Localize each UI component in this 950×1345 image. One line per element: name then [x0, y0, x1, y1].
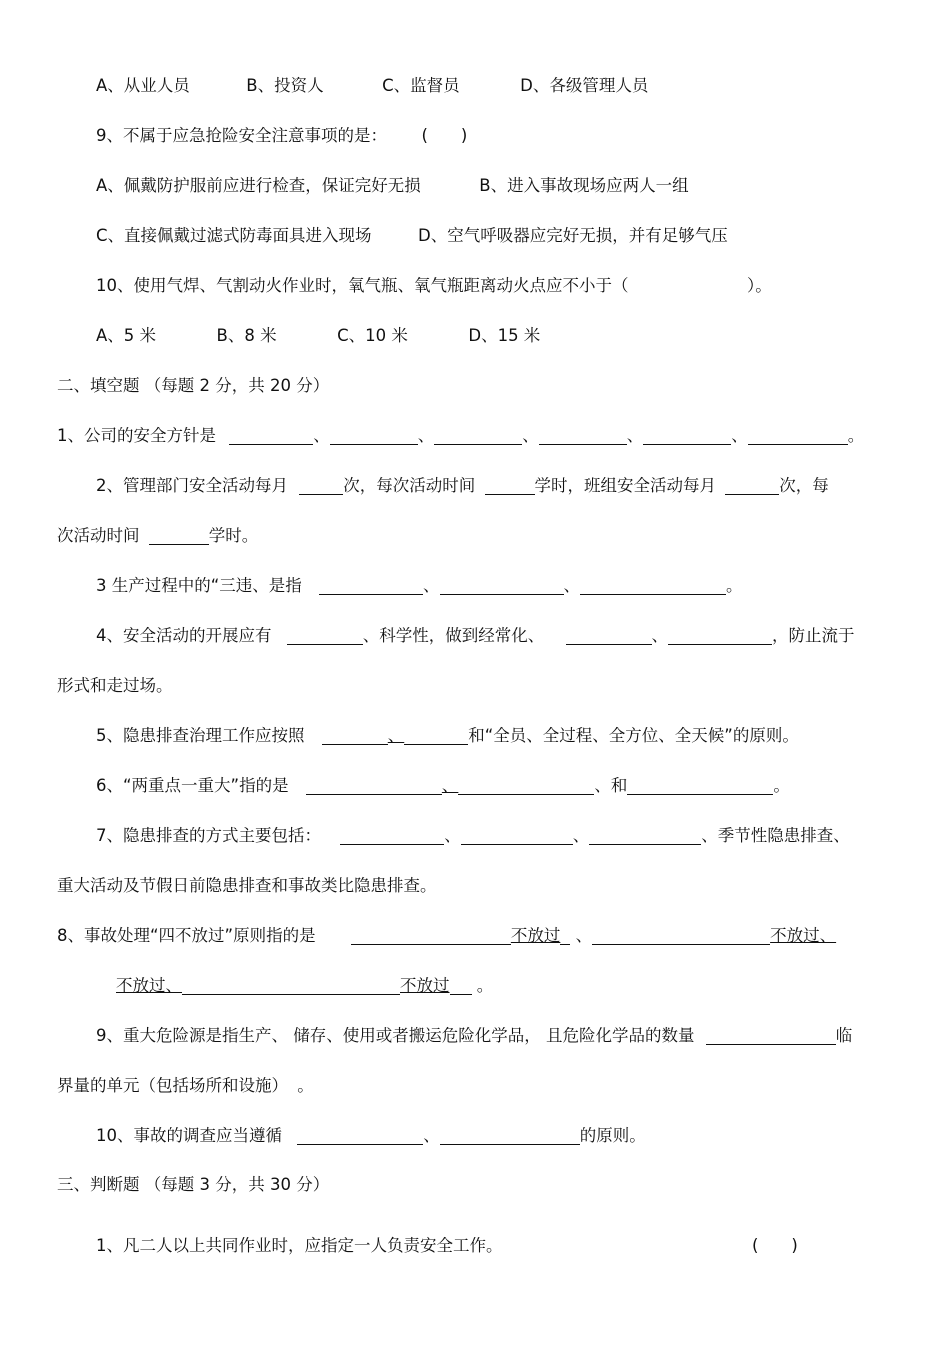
q9-stem: 9、不属于应急抢险安全注意事项的是： ( )	[96, 126, 468, 145]
fill-9-blank-1[interactable]	[706, 1026, 836, 1045]
fill-9: 9、重大危险源是指生产、 储存、使用或者搬运危险化学品， 且危险化学品的数量 临	[96, 1026, 853, 1045]
fill-5-blank-2[interactable]	[404, 726, 468, 745]
fill-1-blank-2[interactable]	[330, 426, 418, 445]
fill-7-blank-1[interactable]	[340, 826, 444, 845]
q9-option-b[interactable]: B、进入事故现场应两人一组	[479, 176, 689, 195]
fill-1-blank-4[interactable]	[539, 426, 627, 445]
fill-3-blank-2[interactable]	[440, 576, 564, 595]
fill-6-blank-2[interactable]	[458, 776, 594, 795]
section2-heading: 二、填空题 （每题 2 分，共 20 分）	[57, 376, 330, 395]
fill-3: 3 生产过程中的“三违、是指 、 、 。	[96, 576, 743, 595]
q10-stem: 10、使用气焊、气割动火作业时，氧气瓶、氧气瓶距离动火点应不小于（ ）。	[96, 276, 772, 295]
fill-4-cont: 形式和走过场。	[57, 676, 173, 695]
fill-2: 2、管理部门安全活动每月 次，每次活动时间 学时，班组安全活动每月 次，每	[96, 476, 829, 495]
judge-1-answer-paren[interactable]: ( )	[752, 1236, 798, 1255]
fill-10: 10、事故的调查应当遵循 、 的原则。	[96, 1126, 646, 1145]
fill-8: 8、事故处理“四不放过”原则指的是 不放过 、 不放过、	[57, 926, 837, 945]
fill-6-blank-3[interactable]	[627, 776, 773, 795]
q10-option-b[interactable]: B、8 米	[216, 326, 277, 345]
q9-options-row1	[96, 174, 689, 198]
fill-8-blank-2[interactable]	[592, 926, 770, 945]
q10-options	[96, 324, 540, 348]
fill-7-cont: 重大活动及节假日前隐患排查和事故类比隐患排查。	[57, 876, 437, 895]
fill-8-blank-1[interactable]	[351, 926, 511, 945]
fill-2-blank-1[interactable]	[299, 476, 343, 495]
q9-option-a[interactable]: A、佩戴防护服前应进行检查，保证完好无损	[96, 176, 421, 195]
q9-answer-paren[interactable]: ( )	[421, 126, 468, 145]
fill-4-blank-3[interactable]	[668, 626, 772, 645]
fill-10-blank-1[interactable]	[297, 1126, 423, 1145]
fill-5-blank-1[interactable]	[322, 726, 388, 745]
fill-8-blank-4[interactable]	[450, 976, 472, 995]
fill-3-blank-1[interactable]	[319, 576, 423, 595]
fill-2-blank-3[interactable]	[725, 476, 779, 495]
fill-1-blank-3[interactable]	[434, 426, 522, 445]
q8-options	[96, 74, 648, 98]
fill-4: 4、安全活动的开展应有 、科学性，做到经常化、 、 ，防止流于	[96, 626, 855, 645]
fill-8-cont: 不放过、 不放过 。	[116, 976, 494, 995]
q9-option-c[interactable]: C、直接佩戴过滤式防毒面具进入现场	[96, 226, 372, 245]
fill-7-blank-2[interactable]	[461, 826, 573, 845]
fill-7-blank-3[interactable]	[589, 826, 701, 845]
fill-4-blank-2[interactable]	[566, 626, 652, 645]
fill-2-blank-2[interactable]	[485, 476, 535, 495]
fill-1-blank-5[interactable]	[643, 426, 731, 445]
fill-9-cont: 界量的单元（包括场所和设施） 。	[57, 1076, 314, 1095]
fill-1-blank-6[interactable]	[748, 426, 848, 445]
q8-option-c[interactable]: C、监督员	[382, 76, 460, 95]
fill-8-blank-3[interactable]	[182, 976, 400, 995]
q9-options-row2	[96, 224, 728, 248]
fill-10-blank-2[interactable]	[440, 1126, 580, 1145]
fill-2-cont: 次活动时间 学时。	[57, 526, 259, 545]
q8-option-b[interactable]: B、投资人	[246, 76, 324, 95]
fill-3-blank-3[interactable]	[580, 576, 726, 595]
q8-option-a[interactable]: A、从业人员	[96, 76, 190, 95]
fill-1-blank-1[interactable]	[229, 426, 313, 445]
q8-option-d[interactable]: D、各级管理人员	[520, 76, 649, 95]
fill-5: 5、隐患排查治理工作应按照 、 和“全员、全过程、全方位、全天候”的原则。	[96, 726, 799, 745]
fill-4-blank-1[interactable]	[287, 626, 363, 645]
fill-1: 1、公司的安全方针是 、 、 、 、 、 。	[57, 426, 865, 445]
q10-option-a[interactable]: A、5 米	[96, 326, 157, 345]
fill-7: 7、隐患排查的方式主要包括： 、 、 、季节性隐患排查、	[96, 826, 850, 845]
q10-option-d[interactable]: D、15 米	[468, 326, 541, 345]
fill-6: 6、“两重点一重大”指的是 、 、和 。	[96, 776, 790, 795]
section3-heading: 三、判断题 （每题 3 分，共 30 分）	[57, 1175, 330, 1194]
fill-6-blank-1[interactable]	[306, 776, 442, 795]
fill-2-blank-4[interactable]	[149, 526, 209, 545]
q10-option-c[interactable]: C、10 米	[337, 326, 408, 345]
judge-1: 1、凡二人以上共同作业时，应指定一人负责安全工作。	[96, 1236, 503, 1255]
q9-option-d[interactable]: D、空气呼吸器应完好无损，并有足够气压	[418, 226, 728, 245]
